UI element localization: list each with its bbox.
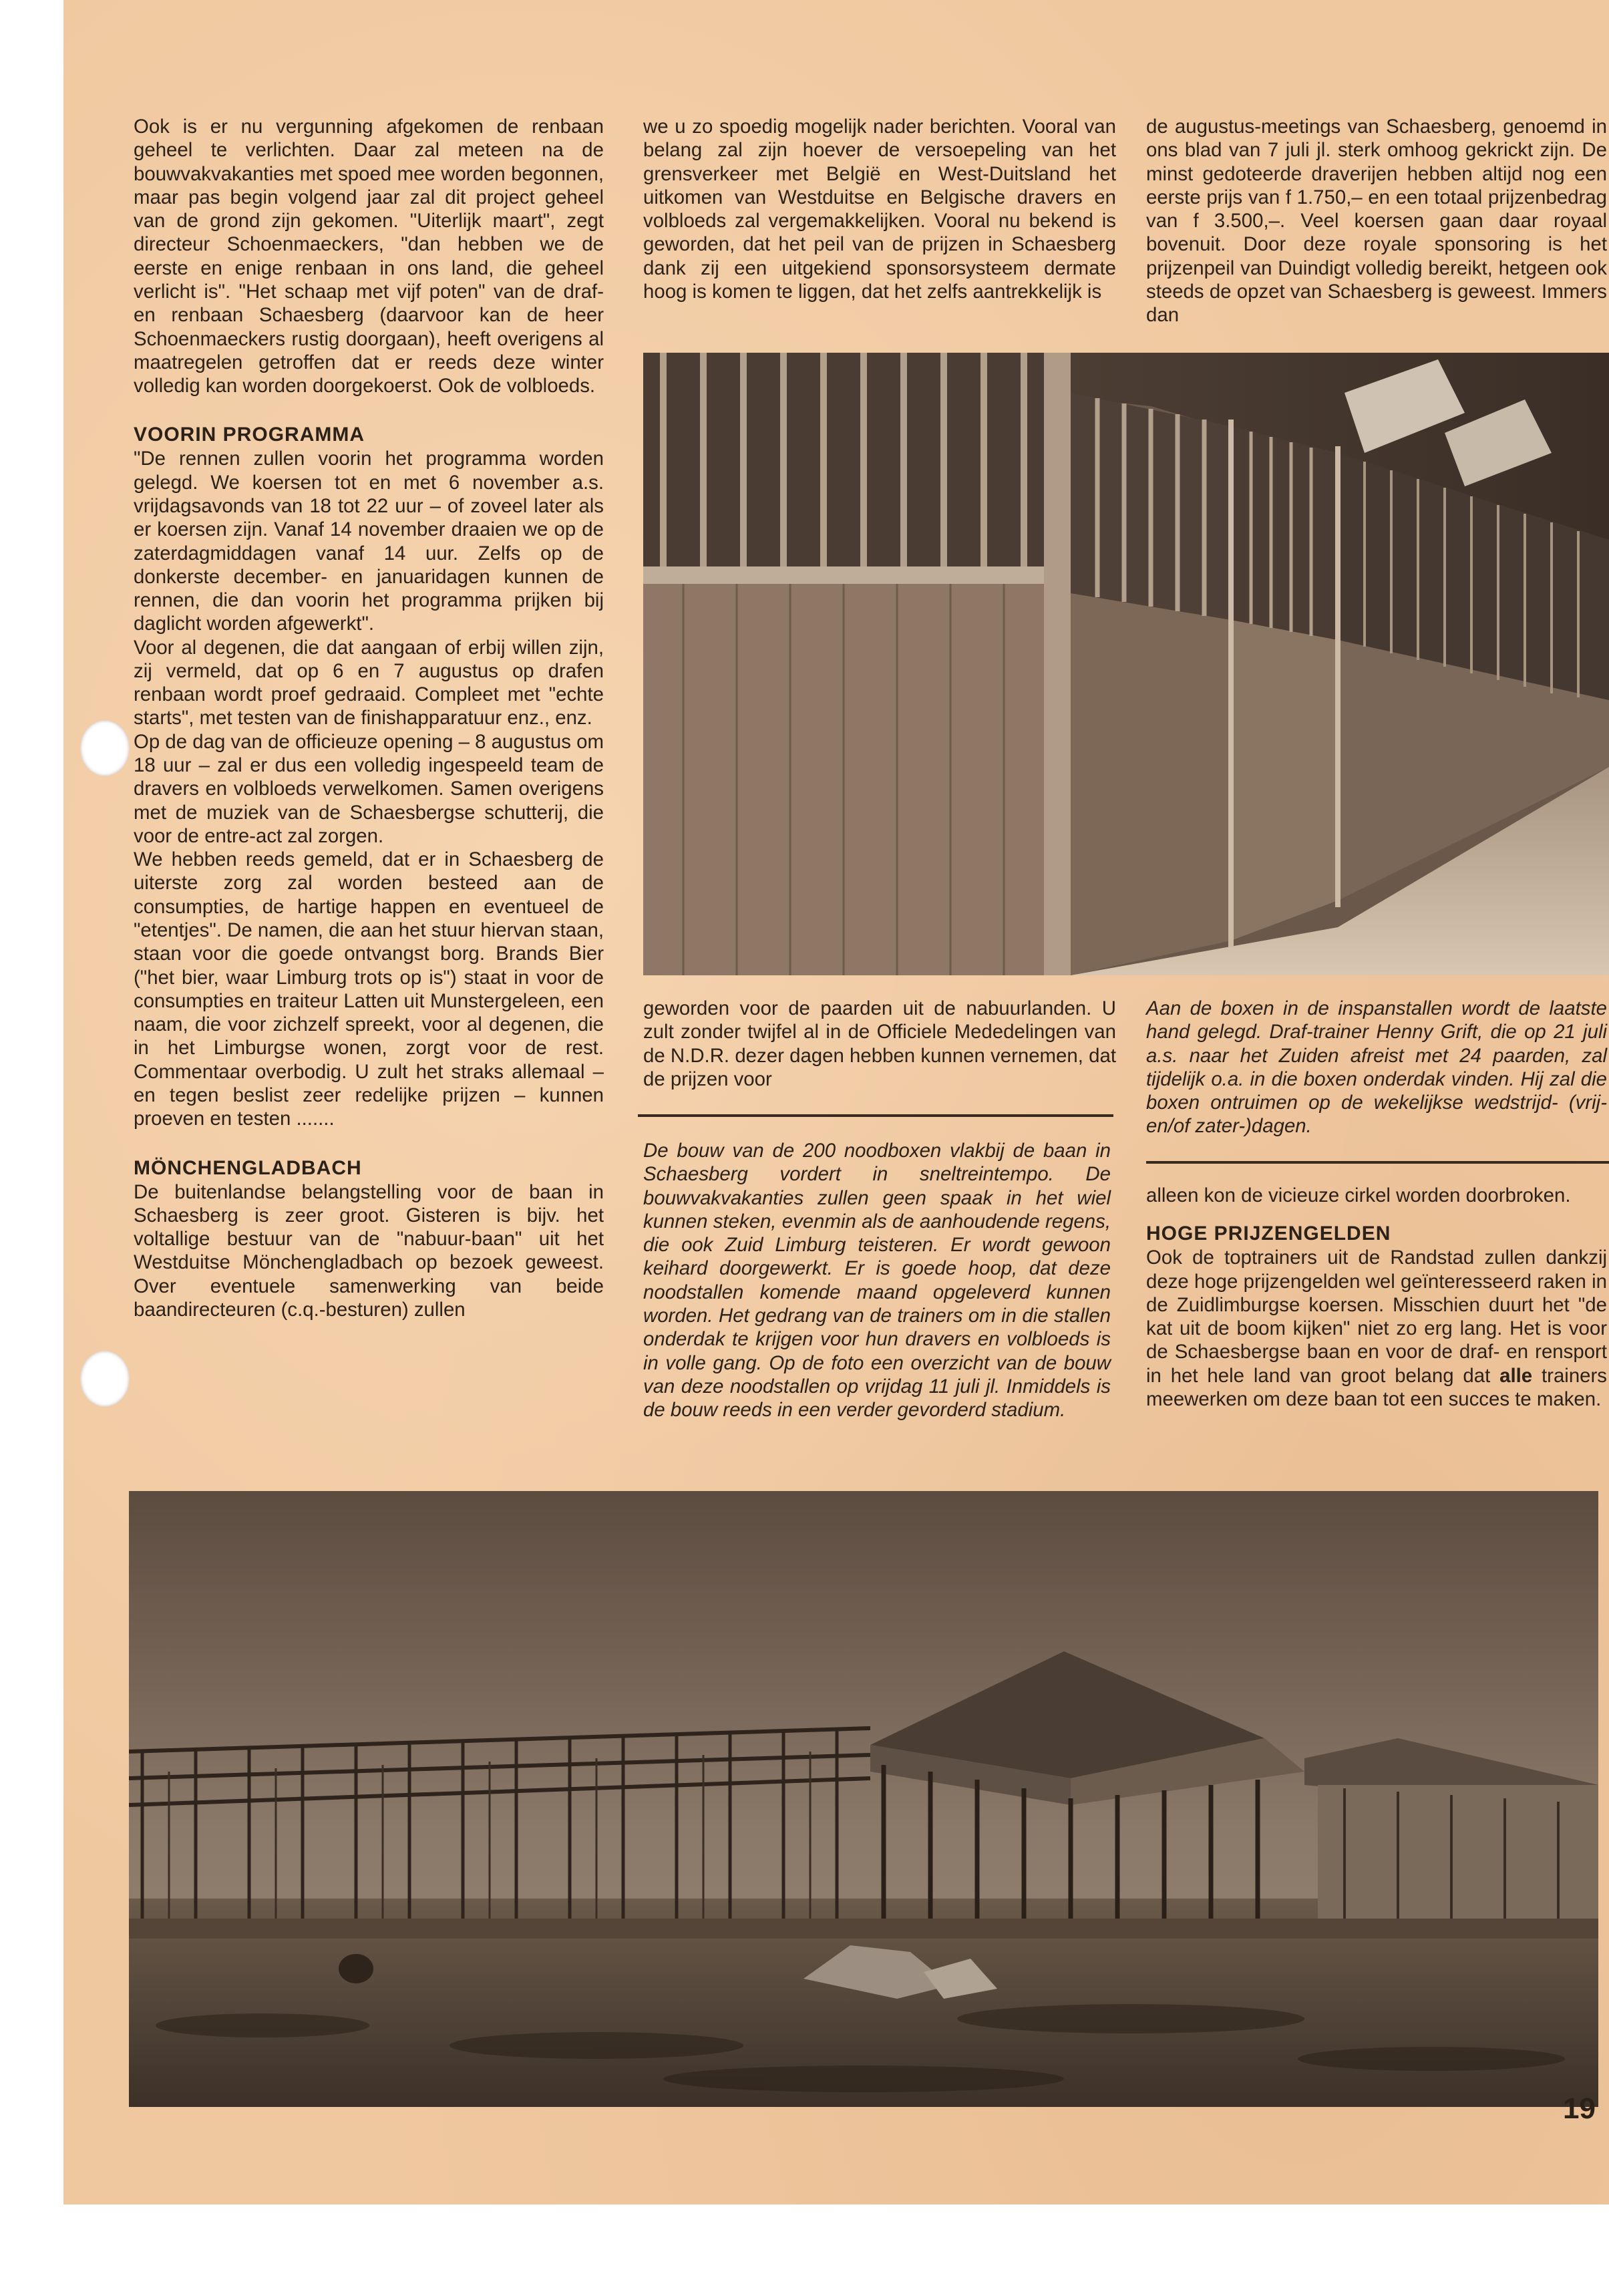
- paragraph: We hebben reeds gemeld, dat er in Schaesberg de uiterste zorg zal worden besteed aan de consumpties, de hartige happen en eventueel de "etentjes". De namen, die aan het stuur hiervan staan, staan voor die goede ontvangst borg. Brands Bier ("het bier, waar Limburg trots op is") staat in voor de consumpties en traiteur Latten uit Munstergeleen, een naam, die voor zichzelf spreekt, voor al degenen, die in het Limburgse wonen, zorgt voor de rest. Commentaar overbodig. U zult het straks allemaal – en tegen beslist zeer redelijke prijzen – kunnen proeven en testen .......: [134, 848, 604, 1130]
- caption-text: De bouw van de 200 noodboxen vlakbij de baan in Schaesberg vordert in sneltreintempo. De bouwvakvakanties zullen geen spaak in het wiel kunnen steken, evenmin als de aanhoudende regens, die ook Zuid Limburg teisteren. Er wordt gewoon keihard doorgewerkt. Er is goede hoop, dat deze noodstallen komende maand opgeleverd kunnen worden. Het gedrang van de trainers om in die stallen onderdak te krijgen voor hun dravers en volbloeds is in volle gang. Op de foto een overzicht van de bouw van deze noodstallen op vrijdag 11 juli jl. Inmiddels is de bouw reeds in een verder gevorderd stadium.: [643, 1140, 1111, 1422]
- caption-text: Aan de boxen in de inspanstallen wordt de laatste hand gelegd. Draf-trainer Henny Grift, die op 21 juli a.s. naar het Zuiden afreist met 24 paarden, zal tijdelijk o.a. in die boxen onderdak vinden. Hij zal die boxen ontruimen op de wekelijkse wedstrijd- (vrij- en/of zater-)dagen.: [1146, 997, 1607, 1138]
- paragraph: we u zo spoedig mogelijk nader berichten. Vooral van belang zal zijn hoever de versoepeling van het grensverkeer met België en West-Duitsland het uitkomen van Westduitse en Belgische dravers en volbloeds zal vergemakkelijken. Vooral nu bekend is geworden, dat het peil van de prijzen in Schaesberg dank zij een uitgekiend sponsorsysteem dermate hoog is komen te liggen, dat het zelfs aantrekkelijk is: [643, 116, 1116, 303]
- paragraph: "De rennen zullen voorin het programma worden gelegd. We koersen tot en met 6 november a.s. vrijdagsavonds van 18 tot 22 uur – of zoveel later als er koersen zijn. Vanaf 14 november draaien we op de zaterdagmiddagen vanaf 14 uur. Zelfs op de donkerste december- en januaridagen kunnen de rennen, die dan voorin het programma prijken bij daglicht worden afgewerkt".: [134, 448, 604, 635]
- article-column-1: [134, 115, 604, 1321]
- paragraph: de augustus-meetings van Schaesberg, genoemd in ons blad van 7 juli jl. sterk omhoog gekrickt zijn. De minst gedoteerde draverijen hebben altijd nog een eerste prijs van f 1.750,– en een totaal prijzenbedrag van f 3.500,–. Veel koersen gaan daar royaal bovenuit. Door deze royale sponsoring is het prijzenpeil van Duindigt volledig bereikt, hetgeen ook steeds de opzet van Schaesberg is geweest. Immers dan: [1146, 116, 1607, 327]
- article-column-3-mid: [1146, 1184, 1607, 1411]
- paragraph: Voor al degenen, die dat aangaan of erbij willen zijn, zij vermeld, dat op 6 en 7 augustus op drafen renbaan wordt proef gedraaid. Compleet met "echte starts", met testen van de finishapparatuur enz., enz.: [134, 636, 604, 729]
- emphasis: alle: [1499, 1364, 1533, 1387]
- section-heading-hoge-prijzengelden: HOGE PRIJZENGELDEN: [1146, 1222, 1391, 1245]
- paragraph-text: trainers meewerken om deze baan tot een succes te maken.: [1146, 1364, 1608, 1410]
- paragraph: De buitenlandse belangstelling voor de baan in Schaesberg is zeer groot. Gisteren is bijv. het voltallige bestuur van de "nabuur-baan" uit het Westduitse Mönchengladbach op bezoek geweest. Over eventuele samenwerking van beide baandirecteuren (c.q.-besturen) zullen: [134, 1180, 604, 1321]
- paragraph-text: Ook de toptrainers uit de Randstad zullen dankzij deze hoge prijzengelden wel geïnteresseerd raken in de Zuidlimburgse koersen. Misschien duurt het "de kat uit de boom kijken" niet zo erg lang. Het is voor de Schaesbergse baan en voor de draf- en rensport in het hele land van groot belang dat: [1146, 1247, 1607, 1387]
- paragraph: geworden voor de paarden uit de nabuurlanden. U zult zonder twijfel al in de Officiele Mededelingen van de N.D.R. dezer dagen hebben kunnen vernemen, dat de prijzen voor: [643, 997, 1116, 1090]
- divider: [1146, 1161, 1609, 1164]
- paragraph: alleen kon de vicieuze cirkel worden doorbroken.: [1146, 1184, 1571, 1206]
- page-number: 19: [1563, 2092, 1596, 2125]
- photo-caption-noodstallen: [643, 1139, 1111, 1422]
- paragraph: [1146, 1246, 1607, 1411]
- photo-caption-boxes: [1146, 997, 1607, 1138]
- section-heading-voorin-programma: VOORIN PROGRAMMA: [134, 424, 365, 446]
- construction-site-photo: [129, 1491, 1598, 2107]
- punch-hole: [80, 1351, 130, 1407]
- paragraph: Ook is er nu vergunning afgekomen de renbaan geheel te verlichten. Daar zal meteen na de bouwvakvakanties met spoed mee worden begonnen, maar pas begin volgend jaar zal dit project geheel van de grond zijn gekomen. "Uiterlijk maart", zegt directeur Schoenmaeckers, "dan hebben we de eerste en enige renbaan in ons land, die geheel verlicht is". "Het schaap met vijf poten" van de draf- en renbaan Schaesberg (daarvoor kan de heer Schoenmaeckers rustig doorgaan), heeft overigens al maatregelen getroffen dat er reeds deze winter volledig kan worden doorgekoerst. Ook de volbloeds.: [134, 116, 604, 397]
- paragraph: Op de dag van de officieuze opening – 8 augustus om 18 uur – zal er dus een volledig ingespeeld team de dravers en volbloeds verwelkomen. Samen overigens met de muziek van de Schaesbergse schutterij, die voor de entre-act zal zorgen.: [134, 730, 604, 847]
- stable-boxes-photo: [643, 353, 1609, 975]
- punch-hole: [80, 720, 130, 776]
- section-heading-monchengladbach: MÖNCHENGLADBACH: [134, 1156, 362, 1179]
- article-column-2-top: [643, 115, 1116, 303]
- article-column-3-top: [1146, 115, 1607, 327]
- divider: [638, 1114, 1113, 1117]
- article-column-2-mid: [643, 997, 1116, 1091]
